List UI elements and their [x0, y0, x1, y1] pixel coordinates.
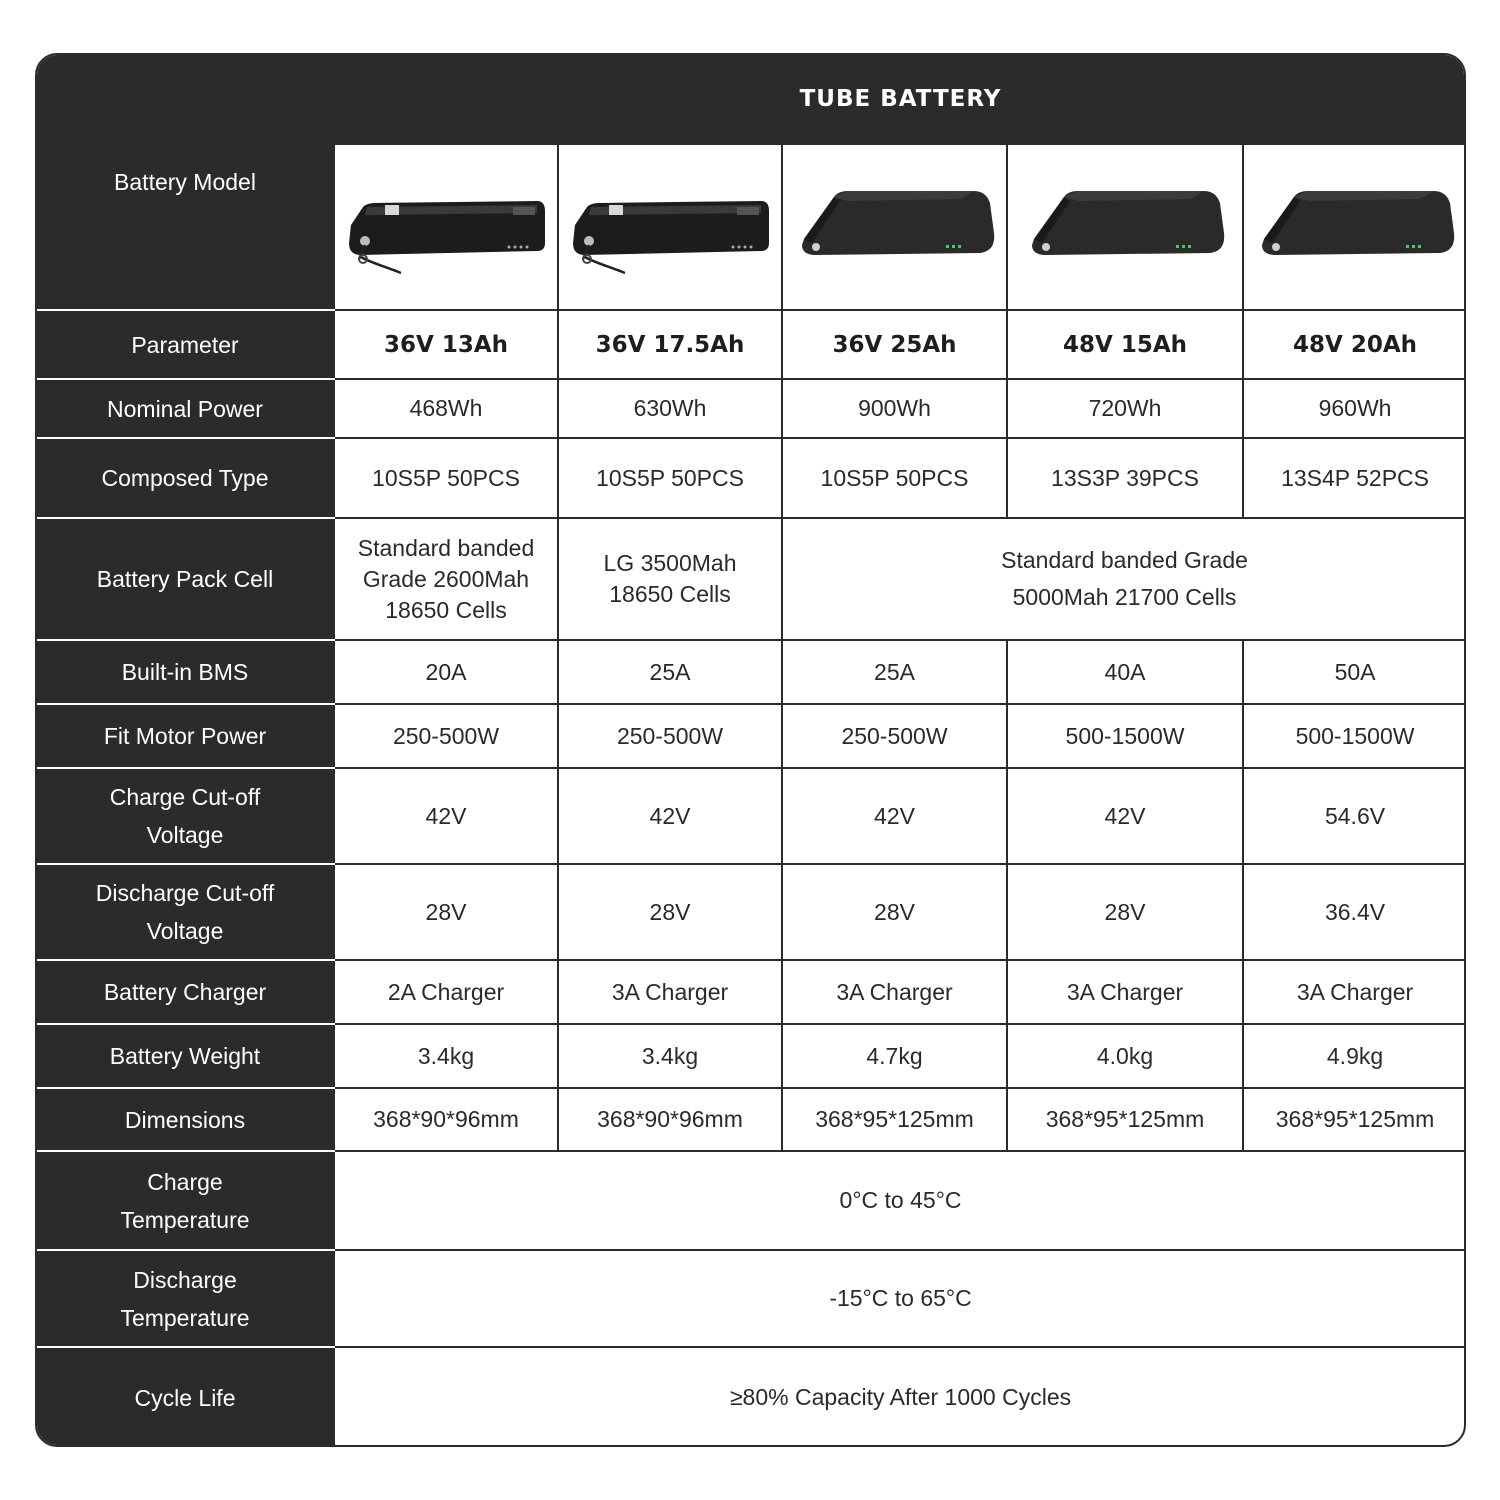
discharge-temperature-cell: -15°C to 65°C: [334, 1250, 1466, 1347]
battery-pack-with-key-icon: [565, 167, 775, 287]
label-charge-temperature: [36, 1151, 334, 1250]
label-discharge-cutoff-voltage: [36, 864, 334, 960]
composed-type-cell: 13S4P 52PCS: [1243, 438, 1466, 518]
nominal-power-cell: 630Wh: [558, 379, 782, 438]
bms-cell: 20A: [334, 640, 558, 704]
dimensions-cell: 368*95*125mm: [1243, 1088, 1466, 1151]
battery-image-2: [558, 144, 782, 310]
cycle-life-cell: ≥80% Capacity After 1000 Cycles: [334, 1347, 1466, 1447]
bms-cell: 25A: [558, 640, 782, 704]
table-title: TUBE BATTERY: [334, 54, 1466, 144]
pack-cell-line: 5000Mah 21700 Cells: [1012, 584, 1237, 610]
composed-type-cell: 10S5P 50PCS: [334, 438, 558, 518]
weight-cell: 4.0kg: [1007, 1024, 1243, 1088]
charger-cell: 3A Charger: [782, 960, 1007, 1024]
discharge-cutoff-cell: 28V: [558, 864, 782, 960]
pack-cell-col2: [558, 518, 782, 640]
pack-cell-line: Standard banded Grade: [1001, 547, 1248, 573]
pack-cell-col345: [782, 518, 1466, 640]
label-line: Temperature: [120, 1206, 250, 1233]
battery-image-4: [1007, 144, 1243, 310]
label-line: Voltage: [146, 822, 224, 848]
weight-cell: 4.9kg: [1243, 1024, 1466, 1088]
composed-type-cell: 10S5P 50PCS: [558, 438, 782, 518]
label-line: Discharge: [133, 1266, 237, 1293]
wedge-battery-pack-icon: [1250, 167, 1460, 287]
motor-power-cell: 250-500W: [558, 704, 782, 768]
pack-cell-line: Grade 2600Mah: [362, 565, 530, 592]
discharge-cutoff-cell: 28V: [334, 864, 558, 960]
spec-table: [35, 53, 1466, 1447]
charge-cutoff-cell: 42V: [558, 768, 782, 864]
pack-cell-line: Standard banded: [357, 534, 535, 561]
discharge-cutoff-cell: 28V: [782, 864, 1007, 960]
label-cycle-life: Cycle Life: [36, 1347, 334, 1447]
composed-type-cell: 10S5P 50PCS: [782, 438, 1007, 518]
wedge-battery-pack-icon: [790, 167, 1000, 287]
label-line: Charge Cut-off: [109, 784, 261, 810]
label-battery-model: Battery Model: [36, 54, 334, 310]
discharge-cutoff-cell: 28V: [1007, 864, 1243, 960]
pack-cell-line: 18650 Cells: [385, 596, 507, 623]
label-line: Charge: [147, 1168, 223, 1195]
spec-table-frame: [35, 53, 1466, 1447]
bms-cell: 50A: [1243, 640, 1466, 704]
nominal-power-cell: 468Wh: [334, 379, 558, 438]
motor-power-cell: 500-1500W: [1243, 704, 1466, 768]
weight-cell: 3.4kg: [558, 1024, 782, 1088]
motor-power-cell: 500-1500W: [1007, 704, 1243, 768]
charger-cell: 3A Charger: [1243, 960, 1466, 1024]
label-parameter: Parameter: [36, 310, 334, 379]
label-fit-motor-power: Fit Motor Power: [36, 704, 334, 768]
weight-cell: 4.7kg: [782, 1024, 1007, 1088]
label-discharge-temperature: [36, 1250, 334, 1347]
bms-cell: 40A: [1007, 640, 1243, 704]
label-line: Discharge Cut-off: [95, 880, 275, 906]
label-dimensions: Dimensions: [36, 1088, 334, 1151]
nominal-power-cell: 960Wh: [1243, 379, 1466, 438]
label-built-in-bms: Built-in BMS: [36, 640, 334, 704]
pack-cell-line: 18650 Cells: [609, 581, 731, 607]
label-line: Voltage: [146, 918, 224, 944]
label-composed-type: Composed Type: [36, 438, 334, 518]
charge-cutoff-cell: 54.6V: [1243, 768, 1466, 864]
charge-cutoff-cell: 42V: [1007, 768, 1243, 864]
battery-image-3: [782, 144, 1007, 310]
pack-cell-line: LG 3500Mah: [603, 550, 737, 576]
label-battery-weight: Battery Weight: [36, 1024, 334, 1088]
nominal-power-cell: 900Wh: [782, 379, 1007, 438]
charger-cell: 3A Charger: [558, 960, 782, 1024]
composed-type-cell: 13S3P 39PCS: [1007, 438, 1243, 518]
dimensions-cell: 368*90*96mm: [334, 1088, 558, 1151]
dimensions-cell: 368*95*125mm: [1007, 1088, 1243, 1151]
motor-power-cell: 250-500W: [334, 704, 558, 768]
charge-cutoff-cell: 42V: [334, 768, 558, 864]
bms-cell: 25A: [782, 640, 1007, 704]
label-battery-pack-cell: Battery Pack Cell: [36, 518, 334, 640]
label-nominal-power: Nominal Power: [36, 379, 334, 438]
pack-cell-col1: [334, 518, 558, 640]
charger-cell: 3A Charger: [1007, 960, 1243, 1024]
label-charge-cutoff-voltage: [36, 768, 334, 864]
wedge-battery-pack-icon: [1020, 167, 1230, 287]
parameter-cell: 36V 25Ah: [782, 310, 1007, 379]
charge-temperature-cell: 0°C to 45°C: [334, 1151, 1466, 1250]
parameter-cell: 36V 17.5Ah: [558, 310, 782, 379]
nominal-power-cell: 720Wh: [1007, 379, 1243, 438]
label-battery-charger: Battery Charger: [36, 960, 334, 1024]
motor-power-cell: 250-500W: [782, 704, 1007, 768]
weight-cell: 3.4kg: [334, 1024, 558, 1088]
charger-cell: 2A Charger: [334, 960, 558, 1024]
battery-pack-with-key-icon: [341, 167, 551, 287]
dimensions-cell: 368*95*125mm: [782, 1088, 1007, 1151]
parameter-cell: 48V 20Ah: [1243, 310, 1466, 379]
battery-image-5: [1243, 144, 1466, 310]
label-line: Temperature: [120, 1304, 250, 1331]
dimensions-cell: 368*90*96mm: [558, 1088, 782, 1151]
charge-cutoff-cell: 42V: [782, 768, 1007, 864]
battery-image-1: [334, 144, 558, 310]
discharge-cutoff-cell: 36.4V: [1243, 864, 1466, 960]
parameter-cell: 36V 13Ah: [334, 310, 558, 379]
parameter-cell: 48V 15Ah: [1007, 310, 1243, 379]
